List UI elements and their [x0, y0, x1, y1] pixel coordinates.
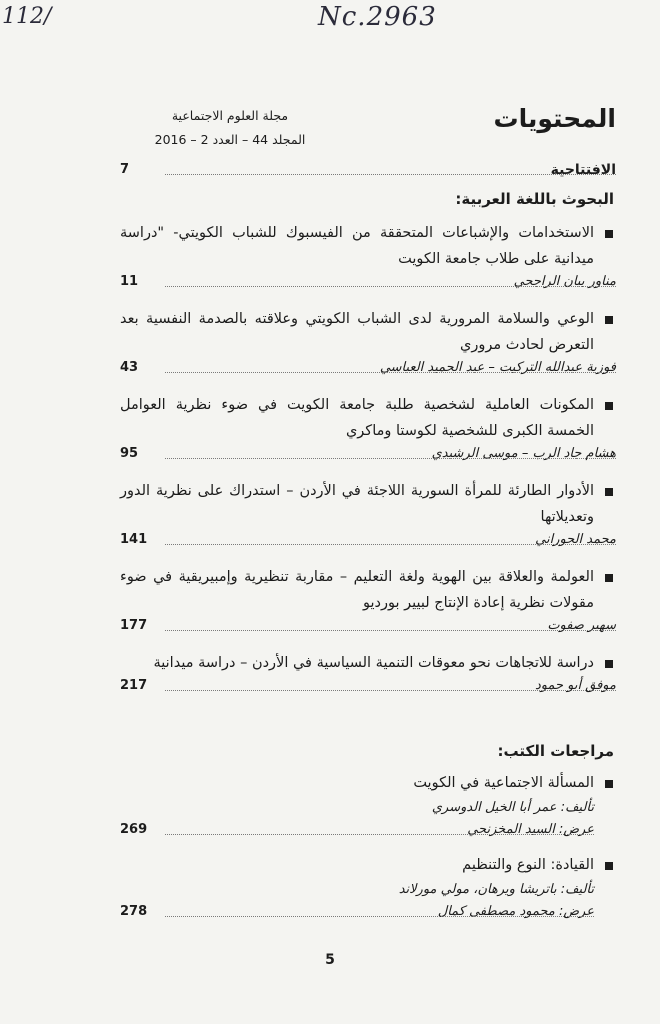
- section-heading-book-reviews: مراجعات الكتب:: [497, 742, 614, 760]
- page-ref: 11: [120, 274, 139, 289]
- section-heading-arabic-research: البحوث باللغة العربية:: [455, 190, 614, 208]
- entry-author: فوزية عبدالله التركيت – عبد الحميد العباسي: [379, 360, 616, 375]
- journal-info: [140, 104, 320, 152]
- leader-dots: [165, 544, 616, 545]
- leader-dots: [165, 458, 616, 459]
- page-ref: 95: [120, 446, 139, 461]
- review-reviewer: عرض: محمود مصطفى كمال: [437, 904, 594, 919]
- review-reviewer: عرض: السيد المخزنجي: [467, 822, 594, 837]
- page-ref: 278: [120, 904, 148, 919]
- toc-entry[interactable]: [120, 306, 616, 382]
- review-entry[interactable]: [120, 770, 616, 844]
- entry-title: دراسة للاتجاهات نحو معوقات التنمية السياسية في الأردن – دراسة ميدانية: [120, 650, 616, 676]
- handwritten-catalog-number: Nc.2963: [318, 2, 437, 32]
- leader-dots: [165, 372, 616, 373]
- entry-author: موفق أبو حمود: [534, 678, 616, 693]
- entry-author: محمد الحوراني: [535, 532, 616, 547]
- review-entry[interactable]: [120, 852, 616, 926]
- leader-dots: [165, 916, 594, 917]
- leader-dots: [165, 834, 594, 835]
- page-ref: 177: [120, 618, 148, 633]
- page-number: 5: [325, 952, 335, 968]
- entry-author: مناور بيان الراجحي: [513, 274, 616, 289]
- entry-title: العولمة والعلاقة بين الهوية ولغة التعليم – مقاربة تنظيرية وإمبيريقية في ضوء مقولات نظرية إعادة الإنتاج لبيير بورديو: [120, 564, 616, 616]
- toc-entry[interactable]: [120, 650, 616, 700]
- entry-title: الأدوار الطارئة للمرأة السورية اللاجئة في الأردن – استدراك على نظرية الدور وتعديلاتها: [120, 478, 616, 530]
- entry-title: المكونات العاملية لشخصية طلبة جامعة الكويت في ضوء نظرية العوامل الخمسة الكبرى للشخصية لكوستا وماكري: [120, 392, 616, 444]
- editorial-label: الافتتاحية: [550, 162, 616, 178]
- entry-author: سهير صفوت: [547, 618, 616, 633]
- journal-name: مجلة العلوم الاجتماعية: [171, 108, 289, 123]
- page-ref: 7: [120, 162, 130, 177]
- entry-title: الاستخدامات والإشباعات المتحققة من الفيسبوك للشباب الكويتي- "دراسة ميدانية على طلاب جامعة الكويت: [120, 220, 616, 272]
- entry-author: هشام جاد الرب – موسى الرشيدي: [431, 446, 616, 461]
- leader-dots: [165, 630, 616, 631]
- leader-dots: [165, 690, 616, 691]
- toc-entry[interactable]: [120, 478, 616, 554]
- issue-line: المجلد 44 – العدد 2 – 2016: [154, 132, 306, 147]
- editorial-entry[interactable]: [120, 160, 616, 184]
- page-ref: 217: [120, 678, 148, 693]
- review-author: تأليف: عمر أبا الخيل الدوسري: [431, 800, 594, 815]
- page-ref: 269: [120, 822, 148, 837]
- review-author: تأليف: باتريشا ويرهان، مولي مورلاند: [398, 882, 594, 897]
- toc-entry[interactable]: [120, 220, 616, 296]
- handwritten-corner-note: 112/: [2, 4, 52, 29]
- page-title: المحتويات: [493, 104, 616, 133]
- toc-entry[interactable]: [120, 392, 616, 468]
- entry-title: الوعي والسلامة المرورية لدى الشباب الكويتي وعلاقته بالصدمة النفسية بعد التعرض لحادث مروري: [120, 306, 616, 358]
- leader-dots: [165, 174, 616, 175]
- toc-entry[interactable]: [120, 564, 616, 640]
- leader-dots: [165, 286, 616, 287]
- review-title: المسألة الاجتماعية في الكويت: [120, 770, 616, 796]
- page-ref: 141: [120, 532, 148, 547]
- page-ref: 43: [120, 360, 139, 375]
- review-title: القيادة: النوع والتنظيم: [120, 852, 616, 878]
